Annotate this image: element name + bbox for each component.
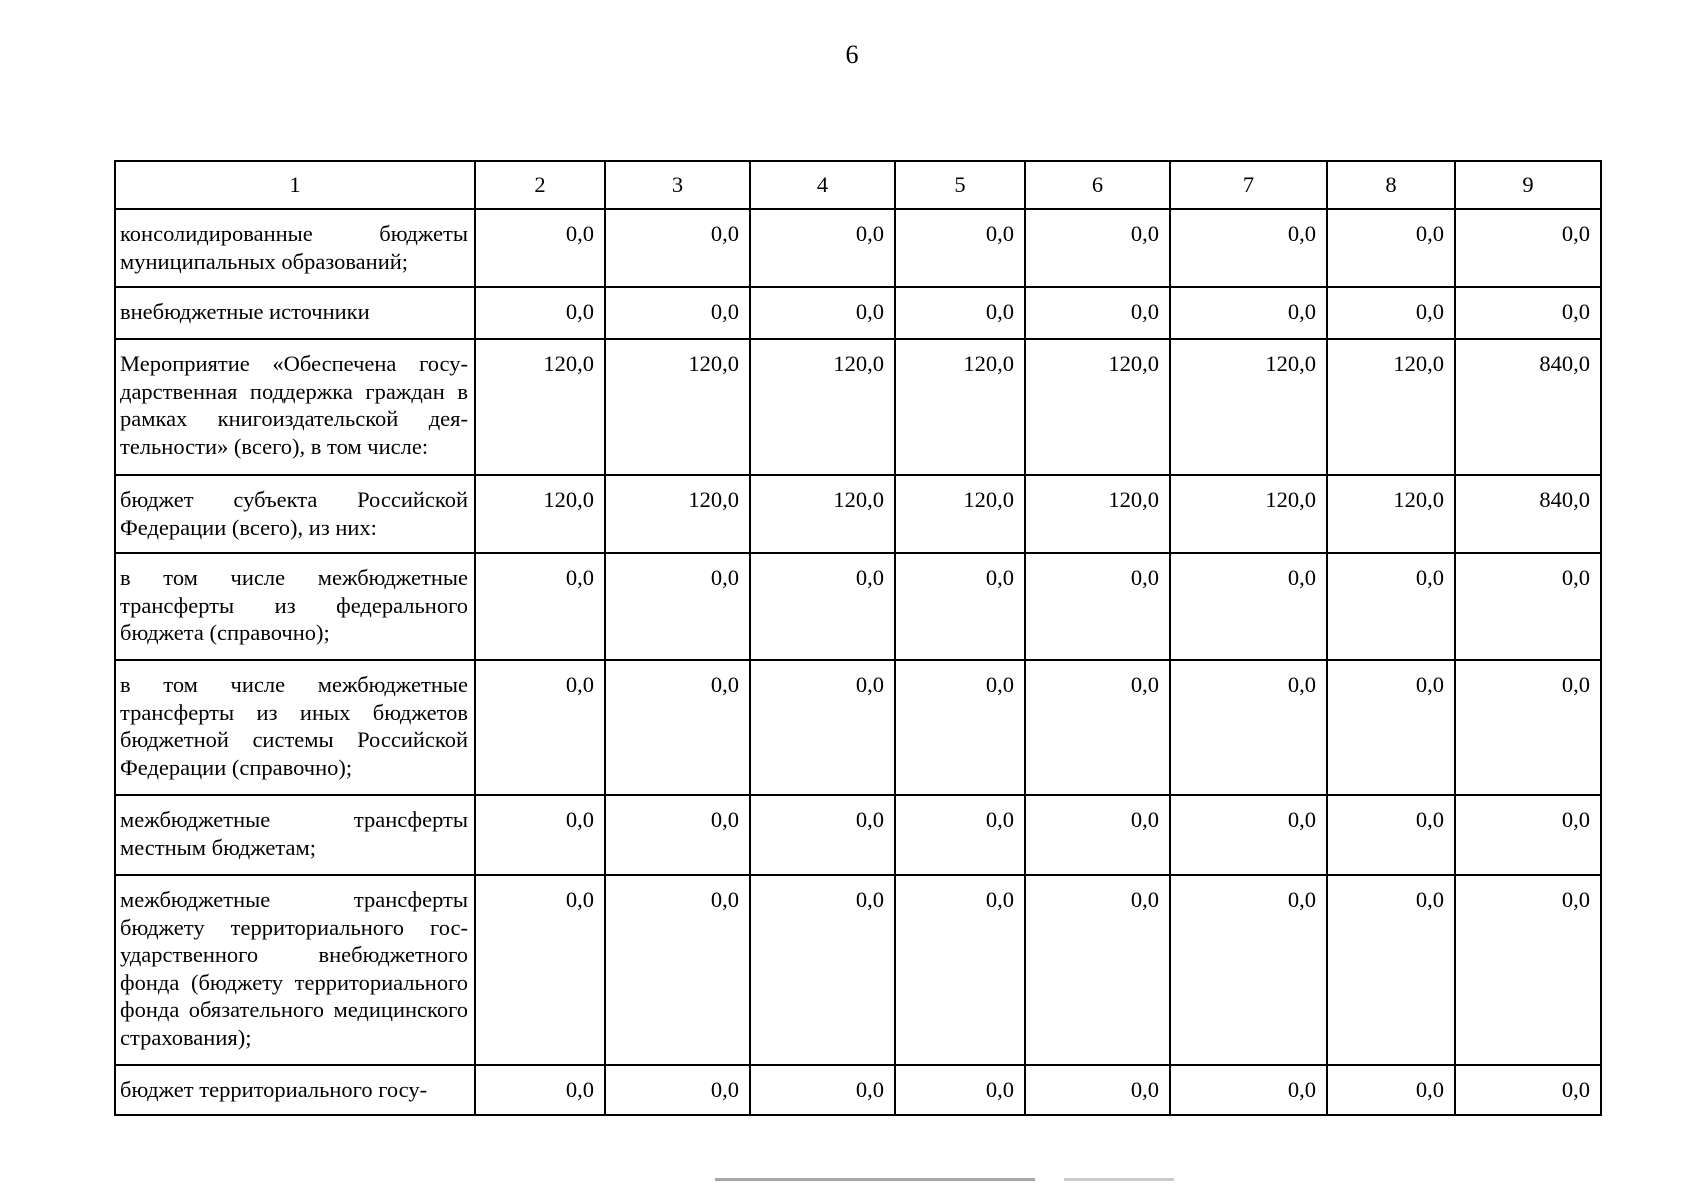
row-value: 120,0: [605, 339, 750, 475]
row-value: 0,0: [1170, 1065, 1327, 1115]
row-value: 120,0: [750, 475, 895, 553]
table-row: [115, 660, 1601, 795]
row-value: 0,0: [1455, 795, 1601, 875]
row-value: 0,0: [1025, 875, 1170, 1065]
table-row: [115, 287, 1601, 339]
row-value: 840,0: [1455, 339, 1601, 475]
row-label: бюджет субъекта Российской Федерации (всего), из них:: [115, 475, 475, 553]
row-value: 120,0: [475, 339, 605, 475]
row-value: 0,0: [475, 209, 605, 287]
row-value: 0,0: [1025, 1065, 1170, 1115]
row-value: 120,0: [895, 339, 1025, 475]
row-value: 0,0: [1327, 553, 1455, 660]
row-value: 120,0: [1327, 339, 1455, 475]
column-header: 6: [1025, 161, 1170, 209]
column-header: 9: [1455, 161, 1601, 209]
row-value: 0,0: [1170, 287, 1327, 339]
row-value: 0,0: [1025, 660, 1170, 795]
row-value: 0,0: [750, 1065, 895, 1115]
row-value: 0,0: [1025, 795, 1170, 875]
row-value: 0,0: [605, 660, 750, 795]
table-row: [115, 209, 1601, 287]
row-value: 0,0: [475, 875, 605, 1065]
row-value: 0,0: [1170, 795, 1327, 875]
row-value: 0,0: [1025, 553, 1170, 660]
page-number: 6: [845, 40, 859, 69]
table-row: [115, 475, 1601, 553]
row-value: 0,0: [895, 209, 1025, 287]
row-value: 0,0: [475, 795, 605, 875]
row-value: 120,0: [750, 339, 895, 475]
row-value: 0,0: [1025, 287, 1170, 339]
row-value: 0,0: [895, 875, 1025, 1065]
row-value: 0,0: [895, 1065, 1025, 1115]
row-label: в том числе межбюджетные трансферты из федерального бюджета (справочно);: [115, 553, 475, 660]
row-label: Мероприятие «Обеспечена государственная поддержка граждан в рамках книгоиздательской деятельности» (всего), в том числе:: [115, 339, 475, 475]
row-value: 0,0: [1327, 660, 1455, 795]
row-value: 0,0: [1170, 875, 1327, 1065]
row-value: 0,0: [605, 1065, 750, 1115]
row-value: 120,0: [1170, 475, 1327, 553]
table-header-row: [115, 161, 1601, 209]
row-value: 0,0: [895, 553, 1025, 660]
row-value: 0,0: [1455, 660, 1601, 795]
column-header: 8: [1327, 161, 1455, 209]
row-value: 840,0: [1455, 475, 1601, 553]
table-row: [115, 1065, 1601, 1115]
row-label: бюджет территориального госу-: [115, 1065, 475, 1115]
table-row: [115, 875, 1601, 1065]
row-value: 0,0: [475, 553, 605, 660]
table-row: [115, 553, 1601, 660]
row-value: 0,0: [605, 875, 750, 1065]
row-value: 120,0: [895, 475, 1025, 553]
row-value: 0,0: [1327, 795, 1455, 875]
row-value: 0,0: [605, 553, 750, 660]
row-label: консолидированные бюджеты муниципальных образований;: [115, 209, 475, 287]
row-value: 0,0: [895, 660, 1025, 795]
row-value: 0,0: [1455, 553, 1601, 660]
row-value: 0,0: [1455, 1065, 1601, 1115]
column-header: 5: [895, 161, 1025, 209]
row-value: 0,0: [605, 795, 750, 875]
row-value: 0,0: [1327, 287, 1455, 339]
row-value: 0,0: [1455, 875, 1601, 1065]
row-value: 0,0: [750, 875, 895, 1065]
row-value: 120,0: [1170, 339, 1327, 475]
row-value: 0,0: [1327, 875, 1455, 1065]
row-value: 0,0: [605, 287, 750, 339]
row-value: 0,0: [750, 209, 895, 287]
column-header: 4: [750, 161, 895, 209]
table-row: [115, 795, 1601, 875]
row-label: межбюджетные трансферты бюджету территориального государственного внебюджетного фонда (бюджету территориального фонда обязательного медицинского страхования);: [115, 875, 475, 1065]
row-value: 0,0: [895, 287, 1025, 339]
row-value: 120,0: [1327, 475, 1455, 553]
row-value: 0,0: [750, 553, 895, 660]
row-value: 0,0: [475, 660, 605, 795]
row-value: 0,0: [1455, 209, 1601, 287]
table-row: [115, 339, 1601, 475]
row-value: 0,0: [895, 795, 1025, 875]
row-value: 120,0: [1025, 475, 1170, 553]
column-header: 3: [605, 161, 750, 209]
row-value: 0,0: [475, 1065, 605, 1115]
row-value: 120,0: [1025, 339, 1170, 475]
row-value: 0,0: [750, 287, 895, 339]
row-value: 0,0: [750, 795, 895, 875]
row-value: 0,0: [1455, 287, 1601, 339]
row-value: 0,0: [605, 209, 750, 287]
row-value: 0,0: [1025, 209, 1170, 287]
column-header: 1: [115, 161, 475, 209]
row-value: 0,0: [1327, 1065, 1455, 1115]
row-label: внебюджетные источники: [115, 287, 475, 339]
scan-artifact-line: [1064, 1178, 1174, 1181]
row-label: в том числе межбюджетные трансферты из иных бюджетов бюджетной системы Российской Федерации (справочно);: [115, 660, 475, 795]
row-value: 120,0: [475, 475, 605, 553]
row-value: 0,0: [750, 660, 895, 795]
row-value: 0,0: [1170, 660, 1327, 795]
column-header: 2: [475, 161, 605, 209]
row-value: 0,0: [475, 287, 605, 339]
row-label: межбюджетные трансферты местным бюджетам;: [115, 795, 475, 875]
row-value: 0,0: [1170, 553, 1327, 660]
row-value: 0,0: [1170, 209, 1327, 287]
row-value: 120,0: [605, 475, 750, 553]
row-value: 0,0: [1327, 209, 1455, 287]
budget-table: [114, 160, 1602, 1116]
column-header: 7: [1170, 161, 1327, 209]
scan-artifact-line: [715, 1178, 1035, 1181]
